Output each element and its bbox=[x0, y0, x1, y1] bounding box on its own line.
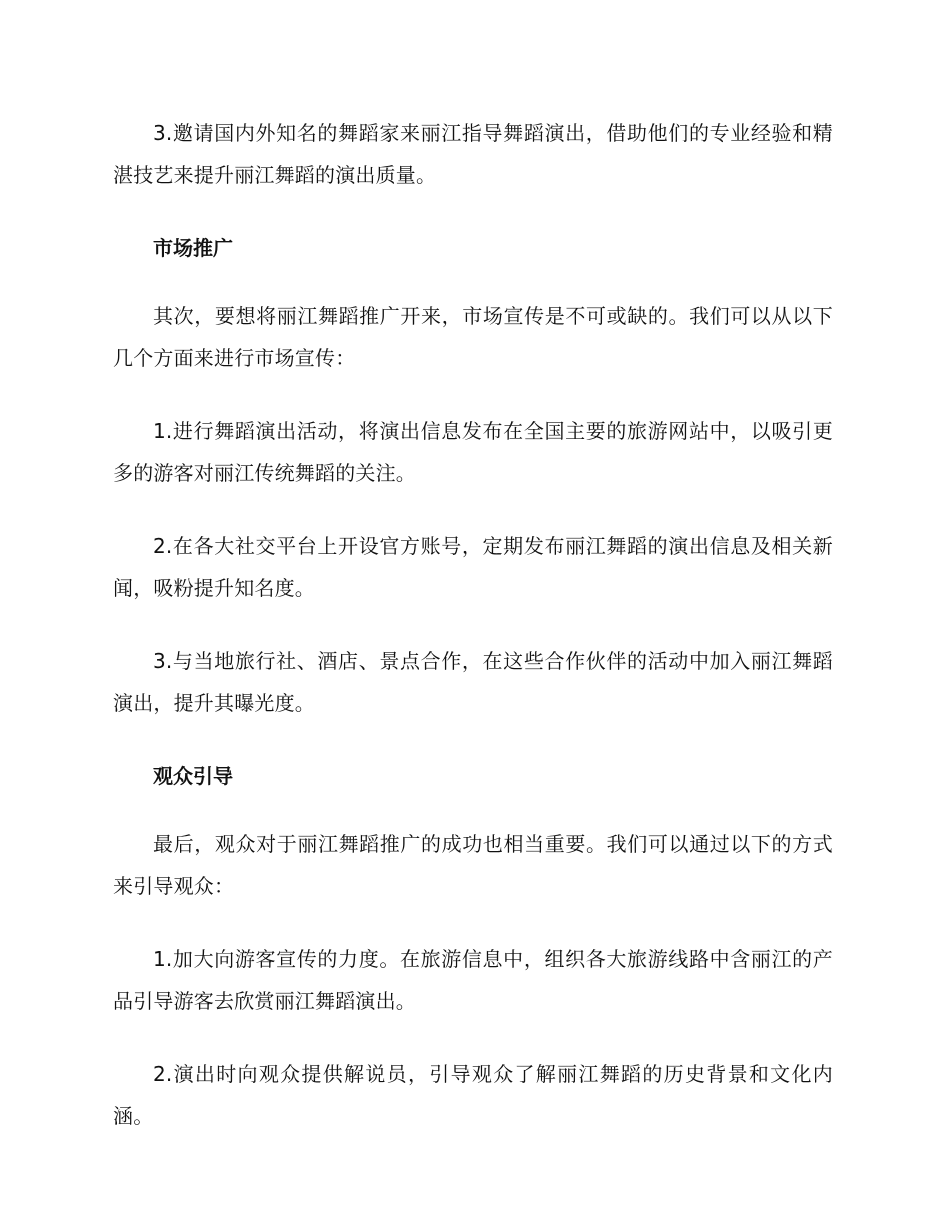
paragraph-market-item-2: 2.在各大社交平台上开设官方账号，定期发布丽江舞蹈的演出信息及相关新闻，吸粉提升知名度。 bbox=[113, 534, 833, 600]
paragraph-audience-item-2: 2.演出时向观众提供解说员，引导观众了解丽江舞蹈的历史背景和文化内涵。 bbox=[113, 1062, 833, 1128]
paragraph-market-intro: 其次，要想将丽江舞蹈推广开来，市场宣传是不可或缺的。我们可以从以下几个方面来进行市场宣传： bbox=[113, 304, 833, 370]
paragraph-audience-intro: 最后，观众对于丽江舞蹈推广的成功也相当重要。我们可以通过以下的方式来引导观众： bbox=[113, 832, 833, 898]
document-page bbox=[113, 112, 833, 1168]
paragraph-market-item-3: 3.与当地旅行社、酒店、景点合作，在这些合作伙伴的活动中加入丽江舞蹈演出，提升其曝光度。 bbox=[113, 649, 833, 715]
section-heading-audience-guidance: 观众引导 bbox=[153, 764, 233, 788]
paragraph-audience-item-1: 1.加大向游客宣传的力度。在旅游信息中，组织各大旅游线路中含丽江的产品引导游客去欣赏丽江舞蹈演出。 bbox=[113, 947, 833, 1013]
paragraph-invite-dancers: 3.邀请国内外知名的舞蹈家来丽江指导舞蹈演出，借助他们的专业经验和精湛技艺来提升丽江舞蹈的演出质量。 bbox=[113, 121, 833, 187]
paragraph-market-item-1: 1.进行舞蹈演出活动，将演出信息发布在全国主要的旅游网站中，以吸引更多的游客对丽江传统舞蹈的关注。 bbox=[113, 419, 833, 485]
section-heading-market-promotion: 市场推广 bbox=[153, 236, 233, 260]
